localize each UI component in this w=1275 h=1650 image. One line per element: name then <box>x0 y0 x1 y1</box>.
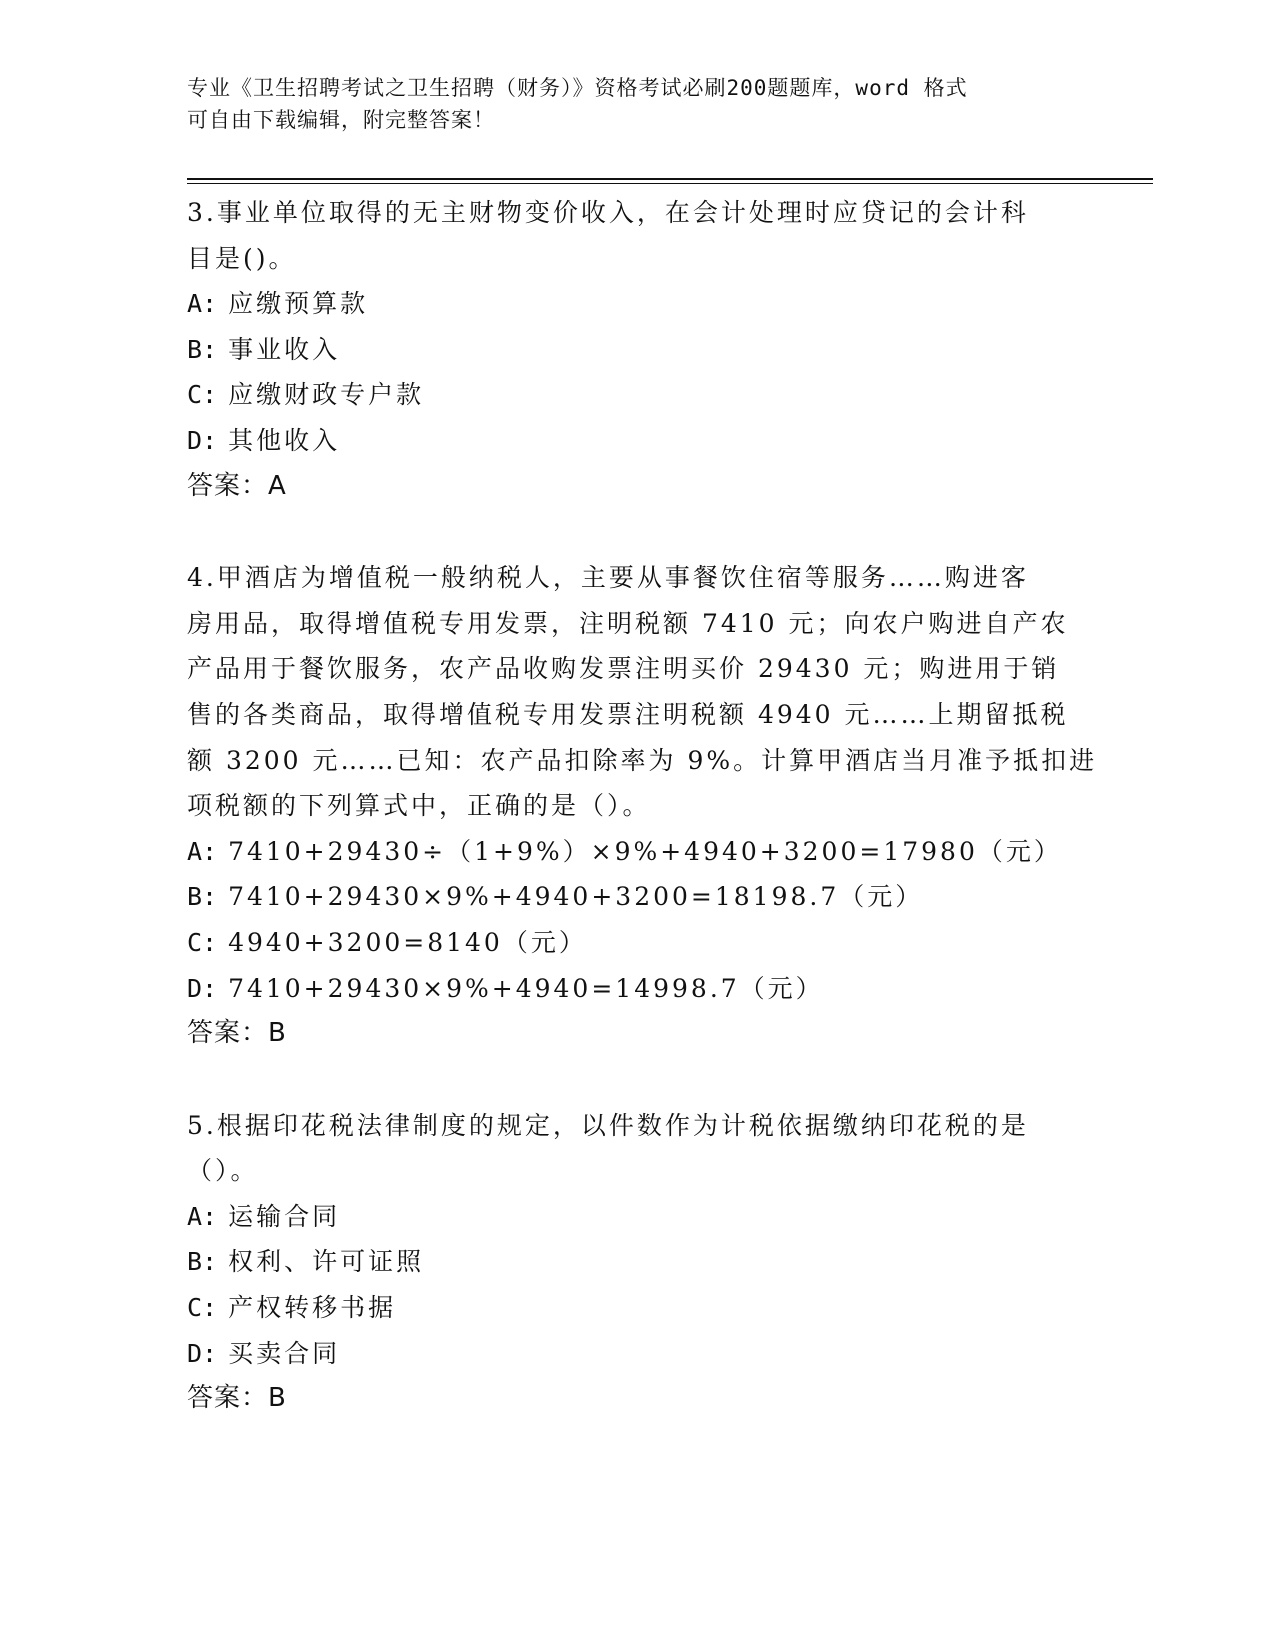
stem-line: （）。 <box>187 1156 259 1186</box>
option-b <box>187 327 1087 373</box>
stem-line: 额 3200 元……已知：农产品扣除率为 9%。计算甲酒店当月准予抵扣进 <box>187 745 1098 775</box>
option-letter: D: <box>187 425 218 455</box>
header-line-1: 专业《卫生招聘考试之卫生招聘（财务）》资格考试必刷200题题库，word 格式 <box>187 76 968 100</box>
option-letter: C: <box>187 1293 218 1323</box>
stem-line: 项税额的下列算式中，正确的是（）。 <box>187 791 651 821</box>
stem-line: 目是()。 <box>187 243 297 273</box>
option-a <box>187 829 1087 875</box>
question-4 <box>187 555 1098 1057</box>
option-letter: A: <box>187 836 218 866</box>
option-text: 事业收入 <box>228 334 341 364</box>
option-letter: C: <box>187 927 218 957</box>
stem-line: 产品用于餐饮服务，农产品收购发票注明买价 29430 元；购进用于销 <box>187 654 1060 684</box>
option-letter: D: <box>187 973 218 1003</box>
option-a <box>187 1194 1087 1240</box>
option-text: 7410+29430×9%+4940=14998.7（元） <box>228 973 824 1003</box>
option-letter: B: <box>187 1247 218 1277</box>
option-letter: D: <box>187 1338 218 1368</box>
question-5 <box>187 1103 1087 1422</box>
stem-line: 售的各类商品，取得增值税专用发票注明税额 4940 元……上期留抵税 <box>187 699 1069 729</box>
document-header <box>187 72 1067 136</box>
spacer <box>187 1057 1087 1103</box>
option-text: 其他收入 <box>228 425 341 455</box>
option-c <box>187 372 1087 418</box>
option-b <box>187 1239 1087 1285</box>
stem-line: 4.甲酒店为增值税一般纳税人，主要从事餐饮住宿等服务……购进客 <box>187 563 1029 593</box>
option-letter: B: <box>187 334 218 364</box>
answer-line: 答案：B <box>187 1018 287 1049</box>
option-text: 4940+3200=8140（元） <box>228 927 587 957</box>
option-letter: A: <box>187 1201 218 1231</box>
question-stem <box>187 190 1087 281</box>
stem-line: 5.根据印花税法律制度的规定，以件数作为计税依据缴纳印花税的是 <box>187 1110 1029 1140</box>
question-list <box>187 190 1098 1422</box>
option-d <box>187 966 1087 1012</box>
option-d <box>187 418 1087 464</box>
option-text: 运输合同 <box>228 1201 341 1231</box>
option-letter: A: <box>187 289 218 319</box>
header-divider-thick <box>187 178 1153 180</box>
stem-line: 房用品，取得增值税专用发票，注明税额 7410 元；向农户购进自产农 <box>187 608 1069 638</box>
option-d <box>187 1331 1087 1377</box>
option-text: 7410+29430÷（1+9%）×9%+4940+3200=17980（元） <box>228 836 1062 866</box>
spacer <box>187 509 1087 555</box>
option-text: 应缴预算款 <box>228 289 369 319</box>
option-a <box>187 281 1087 327</box>
option-text: 产权转移书据 <box>228 1293 397 1323</box>
option-letter: C: <box>187 380 218 410</box>
header-line-2: 可自由下载编辑，附完整答案！ <box>187 108 495 132</box>
stem-line: 3.事业单位取得的无主财物变价收入，在会计处理时应贷记的会计科 <box>187 198 1029 227</box>
question-stem <box>187 555 1098 829</box>
answer-line: 答案：A <box>187 470 287 501</box>
header-divider-thin <box>187 183 1153 184</box>
answer-line: 答案：B <box>187 1383 287 1414</box>
option-letter: B: <box>187 882 218 912</box>
option-text: 应缴财政专户款 <box>228 380 425 410</box>
option-b <box>187 874 1087 920</box>
option-text: 买卖合同 <box>228 1338 341 1368</box>
option-text: 权利、许可证照 <box>228 1247 425 1277</box>
question-3 <box>187 190 1087 509</box>
option-c <box>187 920 1087 966</box>
question-stem <box>187 1103 1087 1194</box>
option-c <box>187 1285 1087 1331</box>
option-text: 7410+29430×9%+4940+3200=18198.7（元） <box>228 882 924 912</box>
